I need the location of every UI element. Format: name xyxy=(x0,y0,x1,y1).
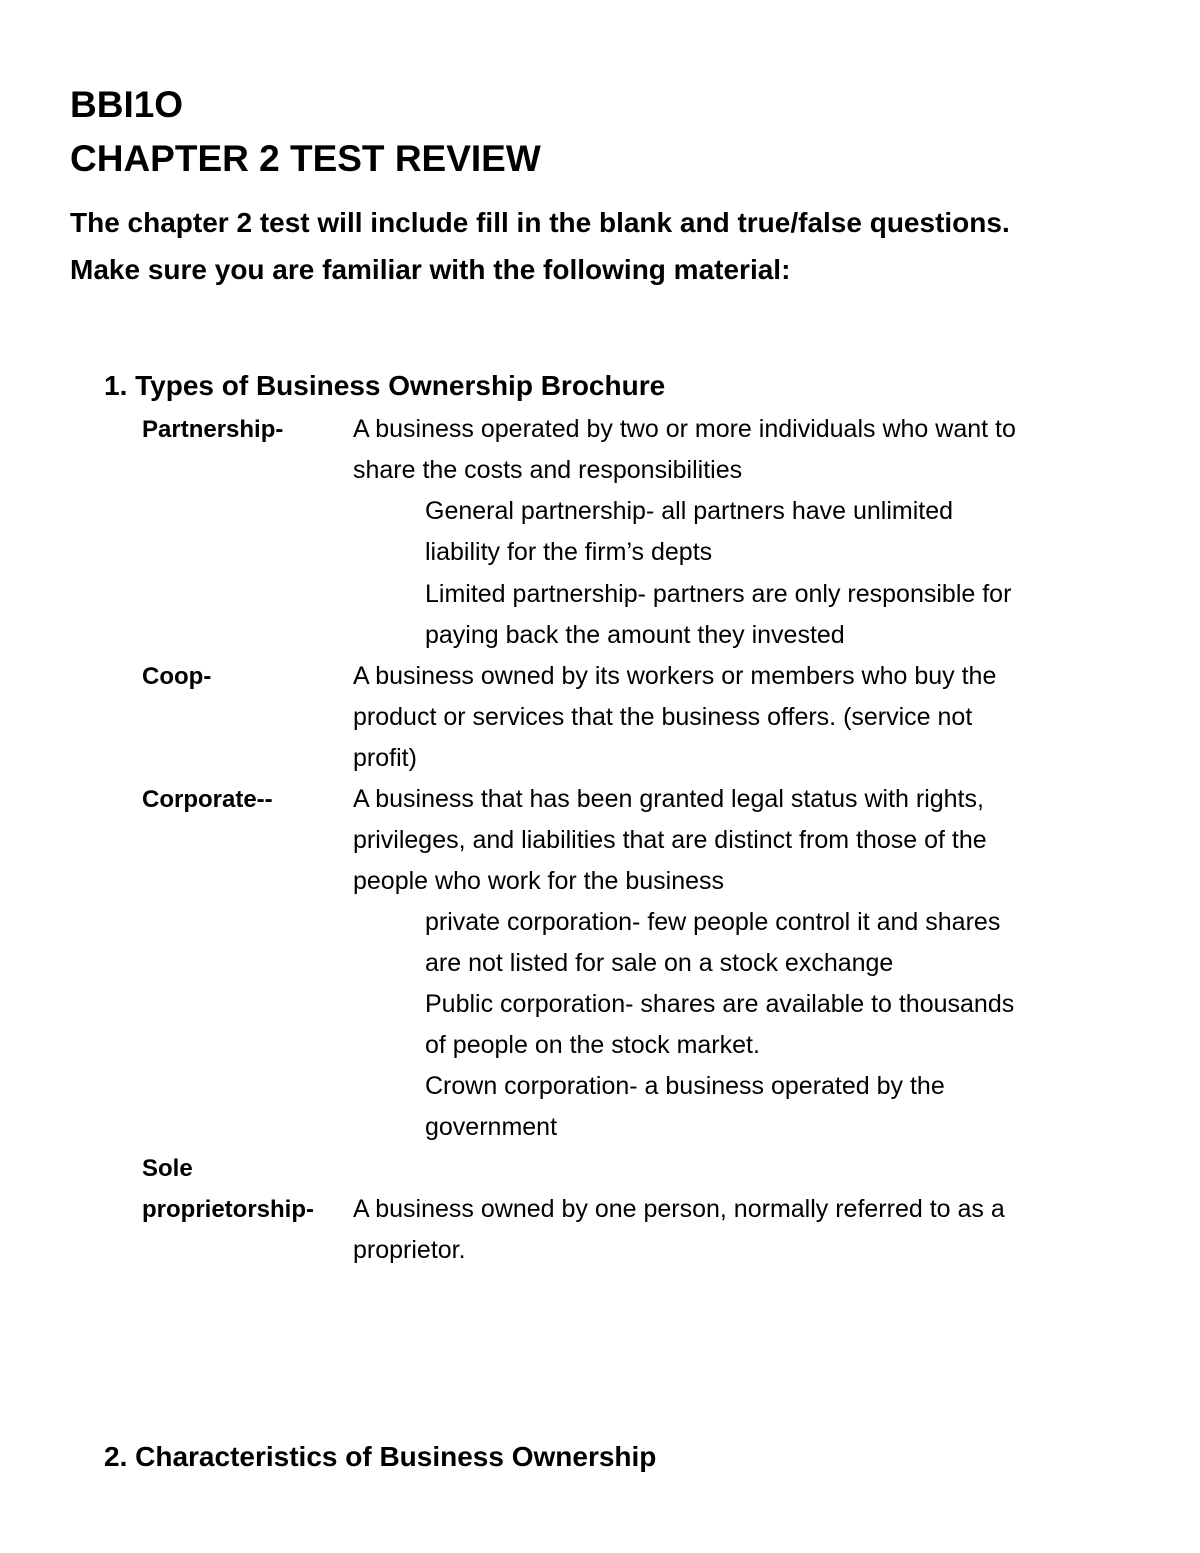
sub-definition-line: are not listed for sale on a stock exchange xyxy=(425,949,894,977)
sub-definition-line: Public corporation- shares are available to thousands xyxy=(425,990,1015,1018)
definition-line: A business owned by one person, normally referred to as a xyxy=(353,1195,1005,1223)
definition-line: people who work for the business xyxy=(353,867,725,895)
sub-definition-line: Crown corporation- a business operated by the xyxy=(425,1072,945,1100)
sub-definition-line: liability for the firm’s depts xyxy=(425,538,713,566)
term-coop: Coop- xyxy=(142,663,212,690)
definition-line: proprietor. xyxy=(353,1236,466,1264)
definition-line: A business owned by its workers or members who buy the xyxy=(353,662,997,690)
section-1-heading: 1. Types of Business Ownership Brochure xyxy=(104,370,666,401)
sub-definition-line: Limited partnership- partners are only responsible for xyxy=(425,580,1012,608)
definition-line: privileges, and liabilities that are distinct from those of the xyxy=(353,826,987,854)
definition-line: profit) xyxy=(353,744,417,772)
term-partnership: Partnership- xyxy=(142,416,284,443)
sub-definition-line: paying back the amount they invested xyxy=(425,621,845,649)
page-title: CHAPTER 2 TEST REVIEW xyxy=(70,138,541,179)
definition-line: share the costs and responsibilities xyxy=(353,456,743,484)
intro-line-1: The chapter 2 test will include fill in the blank and true/false questions. xyxy=(70,207,1010,238)
definition-line: product or services that the business offers. (service not xyxy=(353,703,973,731)
course-code: BBI1O xyxy=(70,84,184,125)
term-sole: Sole xyxy=(142,1155,193,1182)
sub-definition-line: private corporation- few people control it and shares xyxy=(425,908,1001,936)
sub-definition-line: government xyxy=(425,1113,558,1141)
section-2-heading: 2. Characteristics of Business Ownership xyxy=(104,1441,657,1472)
sub-definition-line: of people on the stock market. xyxy=(425,1031,760,1059)
intro-line-2: Make sure you are familiar with the following material: xyxy=(70,254,791,285)
definition-line: A business that has been granted legal status with rights, xyxy=(353,785,984,813)
definition-line: A business operated by two or more individuals who want to xyxy=(353,415,1016,443)
sub-definition-line: General partnership- all partners have unlimited xyxy=(425,497,954,525)
term-proprietorship: proprietorship- xyxy=(142,1196,314,1223)
term-corporate: Corporate-- xyxy=(142,786,273,813)
